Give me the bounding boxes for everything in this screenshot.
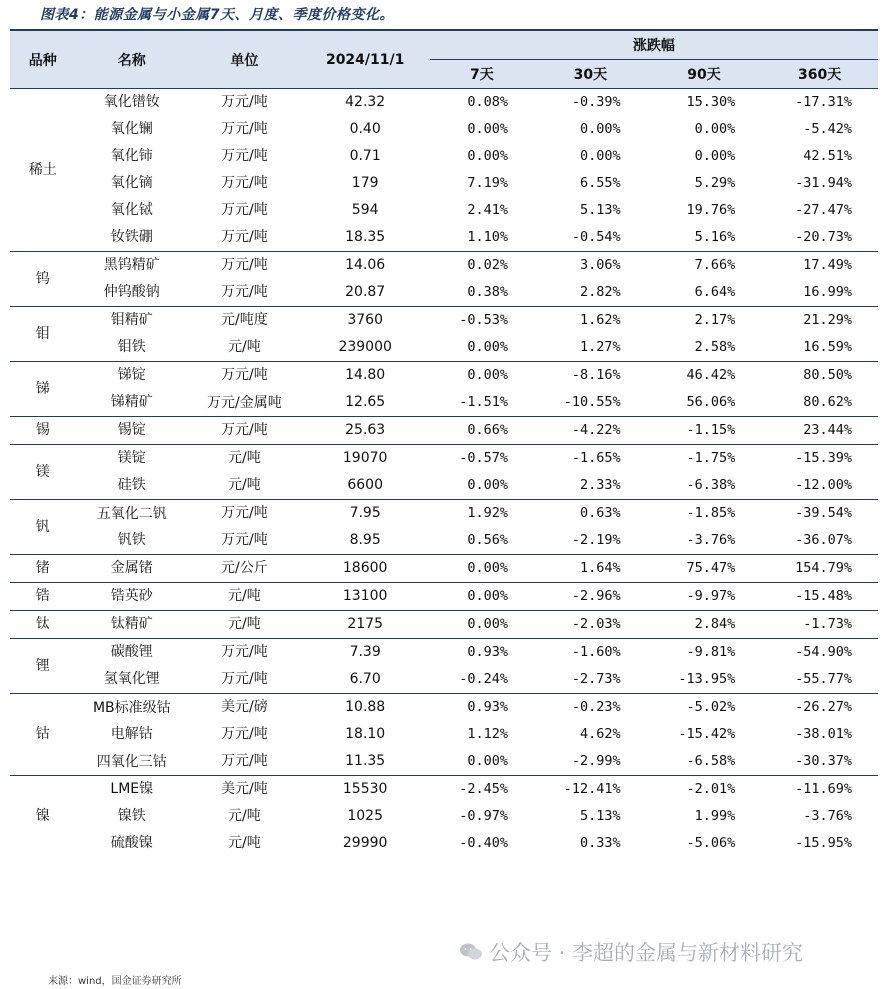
cell-price: 7.39: [301, 639, 430, 667]
cell-name: 硫酸镍: [110, 835, 153, 851]
cell-7d: 7.19%: [467, 175, 509, 191]
cell-7d: -0.57%: [430, 445, 534, 473]
cell-name: LME镍: [76, 776, 189, 804]
cell-price: 14.06: [301, 252, 430, 280]
header-unit: 单位: [188, 30, 301, 89]
cell-name: 氧化镝: [110, 175, 153, 191]
cell-90d: 1.99%: [694, 808, 736, 824]
cell-90d: 2.84%: [647, 611, 762, 639]
cell-30d: -2.03%: [534, 611, 647, 639]
cell-30d: -2.96%: [534, 583, 647, 611]
table-row: [10, 555, 878, 583]
watermark: [459, 937, 803, 967]
cell-30d: 6.55%: [580, 175, 621, 191]
table-row: [10, 803, 878, 830]
table-row: [10, 472, 878, 500]
cell-unit: 万元/吨: [221, 726, 268, 742]
table-row: [10, 417, 878, 445]
cell-90d: -9.97%: [647, 583, 762, 611]
cell-unit: 元/吨度: [188, 307, 301, 335]
cell-30d: -10.55%: [563, 394, 621, 410]
cell-360d: -26.27%: [761, 694, 878, 722]
cell-30d: -0.23%: [534, 694, 647, 722]
cell-price: 239000: [338, 339, 392, 355]
cell-7d: 1.12%: [467, 726, 509, 742]
cell-90d: 5.29%: [694, 175, 736, 191]
cell-7d: -0.97%: [459, 808, 509, 824]
cell-unit: 元/吨: [228, 835, 261, 851]
cell-unit: 万元/吨: [188, 500, 301, 528]
cell-360d: 16.99%: [803, 284, 852, 300]
table-row: [10, 639, 878, 667]
cell-category: 镍: [10, 776, 76, 858]
cell-90d: -5.06%: [686, 835, 736, 851]
cell-name: 钛精矿: [76, 611, 189, 639]
cell-price: 42.32: [345, 94, 386, 110]
cell-unit: 万元/吨: [188, 252, 301, 280]
cell-category: 锡: [10, 417, 76, 445]
cell-7d: -0.24%: [459, 671, 509, 687]
cell-price: 20.87: [345, 284, 386, 300]
price-change-table: [10, 29, 878, 857]
header-7d: 7天: [430, 60, 534, 89]
cell-price: 18.35: [345, 229, 386, 245]
cell-unit: 万元/吨: [188, 417, 301, 445]
cell-name: 硅铁: [117, 477, 146, 493]
cell-90d: -2.01%: [647, 776, 762, 804]
cell-price: 2175: [301, 611, 430, 639]
table-row: [10, 197, 878, 224]
table-row: [10, 389, 878, 417]
cell-90d: -1.15%: [647, 417, 762, 445]
cell-unit: 万元/吨: [221, 229, 268, 245]
cell-name: 氧化镨钕: [103, 94, 160, 110]
cell-7d: 0.00%: [467, 753, 509, 769]
cell-category: 钒: [10, 500, 76, 555]
cell-90d: -1.75%: [647, 445, 762, 473]
table-row: [10, 445, 878, 473]
table-row: [10, 748, 878, 776]
cell-price: 25.63: [301, 417, 430, 445]
cell-30d: 3.06%: [534, 252, 647, 280]
cell-7d: 0.56%: [467, 532, 509, 548]
cell-30d: -4.22%: [534, 417, 647, 445]
cell-unit: 万元/吨: [188, 362, 301, 390]
cell-price: 19070: [301, 445, 430, 473]
cell-360d: 16.59%: [803, 339, 852, 355]
table-row: [10, 224, 878, 252]
header-date: 2024/11/1: [301, 30, 430, 89]
table-row: [10, 252, 878, 280]
cell-30d: 0.33%: [580, 835, 621, 851]
cell-7d: 0.93%: [430, 639, 534, 667]
cell-name: 黑钨精矿: [76, 252, 189, 280]
table-row: [10, 279, 878, 307]
cell-category: 锑: [10, 362, 76, 417]
cell-90d: 0.00%: [694, 148, 736, 164]
cell-category: 锗: [10, 555, 76, 583]
cell-90d: 2.17%: [647, 307, 762, 335]
cell-unit: 元/吨: [228, 808, 261, 824]
cell-unit: 万元/吨: [221, 671, 268, 687]
table-row: [10, 500, 878, 528]
cell-360d: -31.94%: [795, 175, 852, 191]
cell-name: 钼精矿: [76, 307, 189, 335]
header-30d: 30天: [534, 60, 647, 89]
cell-360d: -12.00%: [795, 477, 852, 493]
cell-360d: -55.77%: [795, 671, 852, 687]
cell-7d: 0.00%: [430, 611, 534, 639]
header-category: 品种: [10, 30, 76, 89]
cell-price: 15530: [301, 776, 430, 804]
cell-price: 6600: [347, 477, 383, 493]
header-name: 名称: [76, 30, 189, 89]
cell-30d: 4.62%: [580, 726, 621, 742]
cell-30d: 0.63%: [534, 500, 647, 528]
cell-90d: 5.16%: [694, 229, 736, 245]
cell-name: 金属锗: [76, 555, 189, 583]
cell-7d: 0.00%: [430, 555, 534, 583]
cell-name: 碳酸锂: [76, 639, 189, 667]
cell-90d: 6.64%: [694, 284, 736, 300]
cell-7d: 0.38%: [467, 284, 509, 300]
cell-90d: 15.30%: [686, 94, 736, 110]
cell-unit: 元/公斤: [188, 555, 301, 583]
cell-category: 镁: [10, 445, 76, 500]
cell-unit: 万元/吨: [221, 175, 268, 191]
cell-name: 锑锭: [76, 362, 189, 390]
cell-price: 14.80: [301, 362, 430, 390]
cell-360d: -15.39%: [761, 445, 878, 473]
cell-30d: -2.99%: [571, 753, 621, 769]
table-row: [10, 830, 878, 857]
cell-7d: 0.00%: [430, 362, 534, 390]
table-row: [10, 307, 878, 335]
cell-7d: 1.10%: [467, 229, 509, 245]
cell-360d: 23.44%: [761, 417, 878, 445]
header-90d: 90天: [647, 60, 762, 89]
cell-30d: -2.73%: [571, 671, 621, 687]
cell-unit: 元/吨: [188, 445, 301, 473]
cell-category: 锂: [10, 639, 76, 694]
cell-30d: -8.16%: [534, 362, 647, 390]
header-change-group: 涨跌幅: [430, 30, 878, 60]
cell-price: 0.71: [349, 148, 381, 164]
cell-price: 29990: [342, 835, 388, 851]
cell-price: 18600: [301, 555, 430, 583]
cell-90d: 56.06%: [686, 394, 736, 410]
cell-name: 氧化铈: [110, 148, 153, 164]
table-row: [10, 666, 878, 694]
cell-name: MB标准级钴: [76, 694, 189, 722]
cell-30d: 5.13%: [580, 202, 621, 218]
cell-category: 钛: [10, 611, 76, 639]
cell-360d: -20.73%: [795, 229, 852, 245]
cell-price: 0.40: [349, 121, 381, 137]
cell-360d: -3.76%: [803, 808, 852, 824]
cell-name: 钕铁硼: [110, 229, 153, 245]
cell-name: 五氧化二钒: [76, 500, 189, 528]
cell-90d: -6.58%: [686, 753, 736, 769]
cell-7d: -1.51%: [459, 394, 509, 410]
cell-price: 10.88: [301, 694, 430, 722]
cell-360d: -15.48%: [761, 583, 878, 611]
cell-name: 仲钨酸钠: [103, 284, 160, 300]
cell-category: 稀土: [28, 161, 57, 178]
cell-7d: 0.00%: [467, 339, 509, 355]
cell-unit: 万元/吨: [221, 532, 268, 548]
cell-360d: 42.51%: [803, 148, 852, 164]
table-body: [10, 89, 878, 858]
cell-90d: 2.58%: [694, 339, 736, 355]
cell-name: 镁锭: [76, 445, 189, 473]
cell-360d: -30.37%: [795, 753, 852, 769]
cell-7d: 0.00%: [467, 148, 509, 164]
cell-name: 钒铁: [117, 532, 146, 548]
cell-price: 1025: [347, 808, 383, 824]
cell-30d: -1.65%: [534, 445, 647, 473]
cell-unit: 元/吨: [188, 583, 301, 611]
table-row: [10, 89, 878, 117]
cell-name: 氧化铽: [110, 202, 153, 218]
cell-360d: -15.95%: [795, 835, 852, 851]
cell-category: 锆: [10, 583, 76, 611]
cell-price: 18.10: [345, 726, 386, 742]
cell-360d: -36.07%: [795, 532, 852, 548]
cell-360d: 80.62%: [803, 394, 852, 410]
cell-price: 8.95: [349, 532, 381, 548]
cell-30d: -1.60%: [534, 639, 647, 667]
table-header: [10, 30, 878, 89]
cell-7d: 0.02%: [430, 252, 534, 280]
cell-unit: 万元/吨: [221, 94, 268, 110]
cell-price: 7.95: [301, 500, 430, 528]
cell-7d: 0.00%: [430, 583, 534, 611]
cell-7d: 0.93%: [430, 694, 534, 722]
cell-360d: 17.49%: [761, 252, 878, 280]
cell-unit: 万元/吨: [221, 753, 268, 769]
cell-360d: 21.29%: [761, 307, 878, 335]
cell-30d: -0.54%: [571, 229, 621, 245]
cell-price: 13100: [301, 583, 430, 611]
cell-30d: 5.13%: [580, 808, 621, 824]
cell-90d: -13.95%: [678, 671, 736, 687]
cell-unit: 元/吨: [228, 339, 261, 355]
table-row: [10, 334, 878, 362]
cell-7d: 2.41%: [467, 202, 509, 218]
cell-90d: 75.47%: [647, 555, 762, 583]
cell-unit: 元/吨: [228, 477, 261, 493]
table-row: [10, 583, 878, 611]
cell-30d: 1.62%: [534, 307, 647, 335]
cell-360d: -1.73%: [761, 611, 878, 639]
cell-name: 镍铁: [117, 808, 146, 824]
cell-360d: -54.90%: [761, 639, 878, 667]
cell-360d: 80.50%: [761, 362, 878, 390]
cell-7d: 0.66%: [430, 417, 534, 445]
table-row: [10, 143, 878, 170]
cell-name: 钼铁: [117, 339, 146, 355]
cell-7d: -2.45%: [430, 776, 534, 804]
cell-name: 锆英砂: [76, 583, 189, 611]
table-row: [10, 527, 878, 555]
cell-7d: 0.00%: [467, 121, 509, 137]
cell-unit: 万元/吨: [188, 639, 301, 667]
cell-name: 锡锭: [76, 417, 189, 445]
cell-category: 钼: [10, 307, 76, 362]
table-row: [10, 611, 878, 639]
cell-360d: -5.42%: [803, 121, 852, 137]
cell-360d: -17.31%: [795, 94, 852, 110]
cell-price: 12.65: [345, 394, 386, 410]
cell-30d: -0.39%: [571, 94, 621, 110]
cell-unit: 万元/吨: [221, 121, 268, 137]
wechat-icon: [459, 942, 483, 962]
cell-360d: -11.69%: [761, 776, 878, 804]
cell-90d: -1.85%: [647, 500, 762, 528]
cell-360d: -27.47%: [795, 202, 852, 218]
cell-90d: -5.02%: [647, 694, 762, 722]
cell-name: 四氧化三钴: [96, 753, 167, 770]
cell-price: 11.35: [345, 753, 386, 769]
cell-90d: -15.42%: [678, 726, 736, 742]
cell-unit: 万元/金属吨: [207, 394, 282, 411]
source-note: 来源：wind，国金证券研究所: [48, 976, 182, 987]
cell-price: 6.70: [349, 671, 381, 687]
watermark-text: 公众号 · 李超的金属与新材料研究: [489, 941, 804, 965]
cell-30d: 0.00%: [580, 121, 621, 137]
table-row: [10, 170, 878, 197]
cell-90d: -9.81%: [647, 639, 762, 667]
cell-unit: 美元/吨: [188, 776, 301, 804]
cell-360d: 154.79%: [761, 555, 878, 583]
table-row: [10, 116, 878, 143]
cell-30d: 1.27%: [580, 339, 621, 355]
cell-30d: 2.82%: [580, 284, 621, 300]
cell-30d: -2.19%: [571, 532, 621, 548]
cell-name: 氢氧化锂: [103, 671, 160, 687]
cell-90d: 0.00%: [694, 121, 736, 137]
cell-unit: 美元/磅: [188, 694, 301, 722]
cell-7d: -0.40%: [459, 835, 509, 851]
cell-price: 594: [351, 202, 379, 218]
cell-7d: -0.53%: [430, 307, 534, 335]
cell-30d: -12.41%: [534, 776, 647, 804]
figure-title: 图表4：能源金属与小金属7天、月度、季度价格变化。: [40, 7, 394, 23]
table-row: [10, 776, 878, 804]
cell-price: 179: [351, 175, 379, 191]
price-change-table-wrapper: [10, 29, 878, 857]
table-row: [10, 721, 878, 748]
cell-360d: -38.01%: [795, 726, 852, 742]
cell-90d: -3.76%: [686, 532, 736, 548]
cell-name: 氧化镧: [110, 121, 153, 137]
cell-unit: 万元/吨: [221, 202, 268, 218]
cell-90d: 46.42%: [647, 362, 762, 390]
cell-name: 电解钴: [110, 726, 153, 742]
header-360d: 360天: [761, 60, 878, 89]
cell-category: 钴: [10, 694, 76, 776]
cell-category: 钨: [10, 252, 76, 307]
table-row: [10, 694, 878, 722]
cell-90d: -6.38%: [686, 477, 736, 493]
cell-30d: 2.33%: [580, 477, 621, 493]
cell-unit: 元/吨: [188, 611, 301, 639]
cell-unit: 万元/吨: [221, 148, 268, 164]
cell-7d: 0.08%: [467, 94, 509, 110]
cell-30d: 0.00%: [580, 148, 621, 164]
cell-90d: 19.76%: [686, 202, 736, 218]
table-row: [10, 362, 878, 390]
cell-7d: 1.92%: [430, 500, 534, 528]
cell-price: 3760: [301, 307, 430, 335]
cell-360d: -39.54%: [761, 500, 878, 528]
cell-7d: 0.00%: [467, 477, 509, 493]
cell-name: 锑精矿: [110, 394, 153, 410]
cell-unit: 万元/吨: [221, 284, 268, 300]
cell-30d: 1.64%: [534, 555, 647, 583]
cell-90d: 7.66%: [647, 252, 762, 280]
